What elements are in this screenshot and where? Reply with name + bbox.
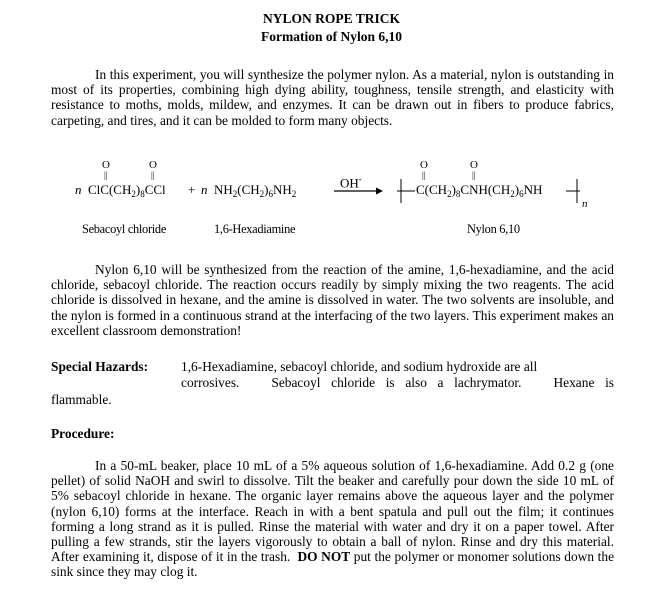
product-nylon: $C(CH_2)_8CNH(CH_2)_6NH$: [416, 182, 543, 199]
procedure-heading: Procedure:: [51, 426, 115, 441]
hazards-heading: Special Hazards:: [51, 359, 149, 374]
reactant-2: n $NH_2(CH_2)_6NH_2$: [201, 182, 297, 199]
hazards-line-3: flammable.: [51, 392, 112, 407]
procedure-paragraph: [51, 458, 614, 580]
polymer-subscript-n: n: [582, 198, 588, 210]
right-bracket-bond: [566, 176, 582, 206]
hazards-line-1: 1,6-Hexadiamine, sebacoyl chloride, and sodium hydroxide are all: [181, 359, 538, 374]
reaction-arrow: [334, 186, 384, 196]
catalyst-label: OH-: [340, 174, 362, 191]
label-sebacoyl-chloride: Sebacoyl chloride: [82, 222, 167, 236]
double-bond-3: ||: [422, 170, 426, 180]
carbonyl-oxygen-2: O: [149, 159, 157, 171]
hazards-line-2: corrosives. Sebacoyl chloride is also a lachrymator. Hexane is: [181, 375, 614, 390]
double-bond-1: ||: [104, 170, 108, 180]
intro-paragraph: [51, 67, 614, 128]
carbonyl-oxygen-4: O: [470, 159, 478, 171]
page-title: NYLON ROPE TRICK: [262, 11, 401, 26]
label-hexadiamine: 1,6-Hexadiamine: [214, 222, 296, 236]
carbonyl-oxygen-3: O: [420, 159, 428, 171]
intro-text: In this experiment, you will synthesize the polymer nylon. As a material, nylon is outstanding in most of its properties, combining high dying ability, toughness, tensile strength, and elasticity with resistance to moths, molds, mildew, and enzymes. It can be drawn out in fibers to produce fabrics, carpeting, and tires, and it can be molded to form many objects.: [51, 67, 614, 128]
double-bond-4: ||: [472, 170, 476, 180]
page-subtitle: Formation of Nylon 6,10: [261, 29, 402, 44]
body-paragraph: [51, 262, 614, 338]
body-text: Nylon 6,10 will be synthesized from the reaction of the amine, 1,6-hexadiamine, and the acid chloride, sebacoyl chloride. The reaction occurs readily by simply mixing the two reagents. The acid chloride is dissolved in hexane, and the amine is dissolved in water. The two solvents are insoluble, and the nylon is formed in a continuous strand at the interfacing of the two layers. This experiment makes an excellent classroom demonstration!: [51, 262, 614, 338]
coefficient-n-2: n: [201, 182, 208, 197]
plus-sign: +: [188, 182, 196, 197]
carbonyl-oxygen-1: O: [102, 159, 110, 171]
left-bracket-bond: [397, 176, 417, 206]
label-nylon: Nylon 6,10: [467, 222, 520, 236]
double-bond-2: ||: [151, 170, 155, 180]
do-not-emphasis: DO NOT: [297, 549, 351, 565]
coefficient-n-1: n: [75, 182, 82, 197]
reactant-1: n $ClC(CH_2)_8CCl$: [75, 182, 166, 199]
procedure-text: In a 50-mL beaker, place 10 mL of a 5% aqueous solution of 1,6-hexadiamine. Add 0.2 g (one pellet) of solid NaOH and swirl to dissolve. Tilt the beaker and carefully pour down the side 10 mL of 5% sebacoyl chloride in hexane. The organic layer remains above the aqueous layer and the polymer (nylon 6,10) forms at the interface. Reach in with a bent spatula and pull out the film; it continues forming a long strand as it is pulled. Rinse the material with water and dry it on a paper towel. After pulling a few strands, stir the layers vigorously to obtain a ball of nylon. Rinse and dry this material. After examining it, dispose of it in the trash. DO NOT put the polymer or monomer solutions down the sink since they may clog it.: [51, 458, 615, 580]
